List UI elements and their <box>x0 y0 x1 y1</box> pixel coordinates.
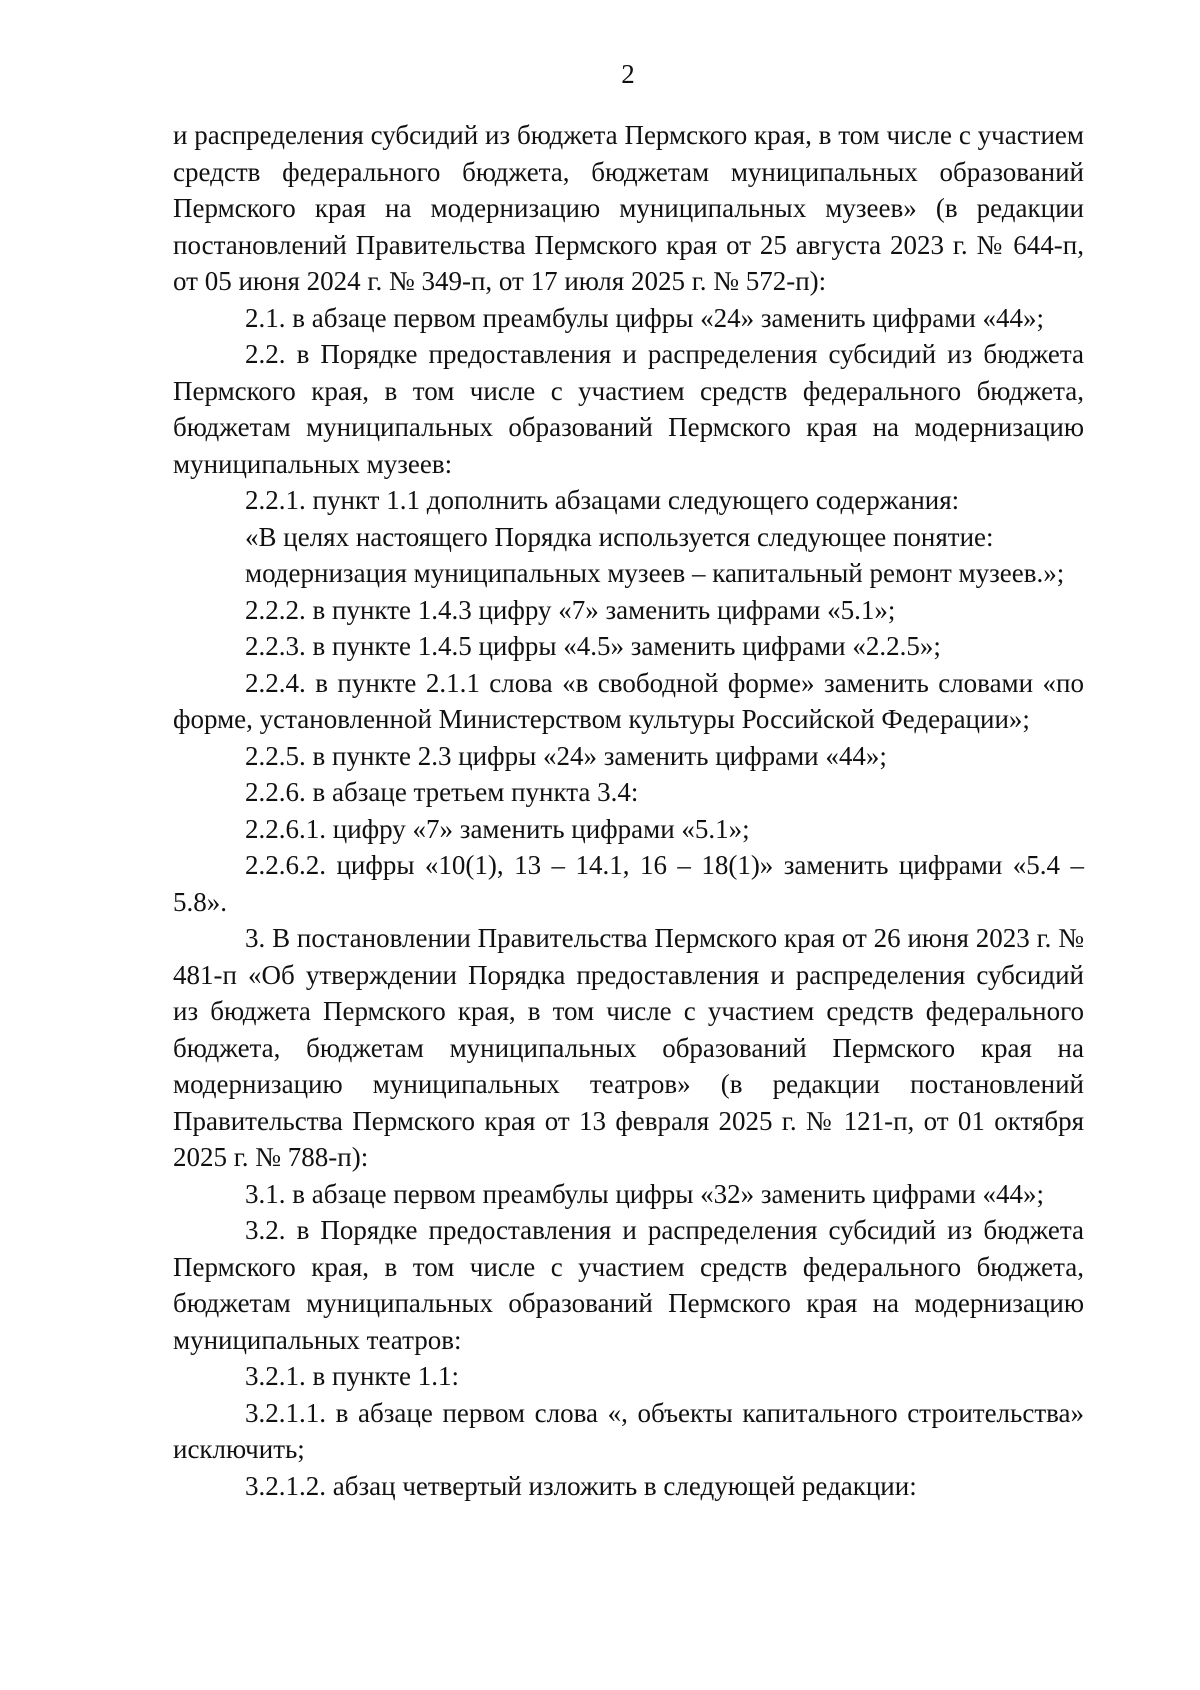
paragraph: 3.2.1.1. в абзаце первом слова «, объекты капитального строительства» исключить; <box>173 1397 1084 1464</box>
paragraph: 2.2.6.1. цифру «7» заменить цифрами «5.1»; <box>245 813 750 844</box>
paragraph: 2.2.3. в пункте 1.4.5 цифры «4.5» заменить цифрами «2.2.5»; <box>245 631 941 661</box>
paragraph: 2.2.4. в пункте 2.1.1 слова «в свободной форме» заменить словами «по форме, установленной Министерством культуры Российской Федерации»; <box>173 667 1084 734</box>
paragraph: 2.2.6. в абзаце третьем пункта 3.4: <box>245 777 639 807</box>
paragraph: и распределения субсидий из бюджета Пермского края, в том числе с участием средств федерального бюджета, бюджетам муниципальных образований Пермского края на модернизацию муниципальных музеев» (в редакции постановлений Правительства Пермского края от 25 августа 2023 г. № 644-п, от 05 июня 2024 г. № 349-п, от 17 июля 2025 г. № 572-п): <box>173 120 1084 296</box>
paragraph: 3. В постановлении Правительства Пермского края от 26 июня 2023 г. № 481-п «Об утверждении Порядка предоставления и распределения субсидий из бюджета Пермского края, в том числе с участием средств федерального бюджета, бюджетам муниципальных образований Пермского края на модернизацию муниципальных театров» (в редакции постановлений Правительства Пермского края от 13 февраля 2025 г. № 121-п, от 01 октября 2025 г. № 788-п): <box>173 923 1084 1172</box>
paragraph: 2.2.1. пункт 1.1 дополнить абзацами следующего содержания: <box>245 485 960 515</box>
paragraph: 2.2.5. в пункте 2.3 цифры «24» заменить цифрами «44»; <box>245 740 887 771</box>
paragraph: 2.2. в Порядке предоставления и распределения субсидий из бюджета Пермского края, в том числе с участием средств федерального бюджета, бюджетам муниципальных образований Пермского края на модернизацию муниципальных музеев: <box>173 339 1084 479</box>
paragraph: 2.1. в абзаце первом преамбулы цифры «24» заменить цифрами «44»; <box>245 302 1045 333</box>
document-body <box>173 117 1084 1504</box>
paragraph: модернизация муниципальных музеев – капитальный ремонт музеев.»; <box>245 558 1065 588</box>
paragraph: 2.2.6.2. цифры «10(1), 13 – 14.1, 16 – 18(1)» заменить цифрами «5.4 – 5.8». <box>173 850 1084 917</box>
paragraph: 3.2.1. в пункте 1.1: <box>245 1361 459 1391</box>
paragraph: 3.2.1.2. абзац четвертый изложить в следующей редакции: <box>245 1470 917 1501</box>
paragraph: 3.2. в Порядке предоставления и распределения субсидий из бюджета Пермского края, в том числе с участием средств федерального бюджета, бюджетам муниципальных образований Пермского края на модернизацию муниципальных театров: <box>173 1215 1084 1355</box>
page-number: 2 <box>621 59 635 89</box>
paragraph: 2.2.2. в пункте 1.4.3 цифру «7» заменить цифрами «5.1»; <box>245 594 896 625</box>
paragraph: «В целях настоящего Порядка используется следующее понятие: <box>245 521 994 552</box>
paragraph: 3.1. в абзаце первом преамбулы цифры «32» заменить цифрами «44»; <box>245 1178 1045 1209</box>
